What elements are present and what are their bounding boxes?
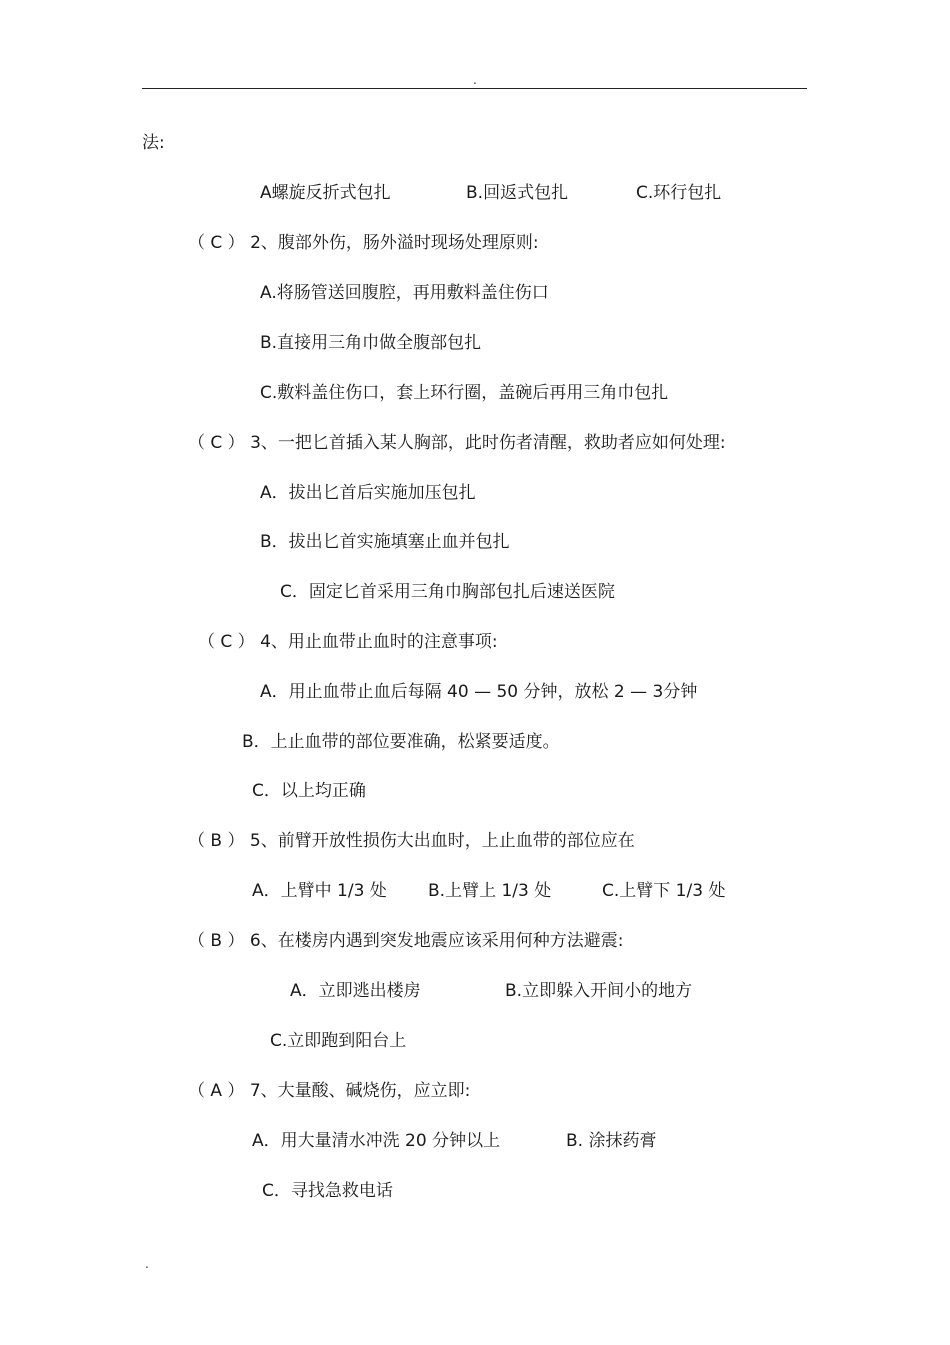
option-b: B.上臂上 1/3 处 <box>428 881 552 901</box>
question-5: （ B ） 5、前臂开放性损伤大出血时，上止血带的部位应在 <box>188 831 635 851</box>
footer-dot: . <box>145 1257 149 1271</box>
question-3: （ C ） 3、一把匕首插入某人胸部，此时伤者清醒，救助者应如何处理: <box>188 433 726 453</box>
header-dot: . <box>473 73 477 87</box>
option-b: B.立即躲入开间小的地方 <box>505 981 693 1001</box>
option-c: C．以上均正确 <box>252 781 366 801</box>
option-a: A.将肠管送回腹腔，再用敷料盖住伤口 <box>260 283 549 303</box>
option-a: A．用止血带止血后每隔 40 — 50 分钟，放松 2 — 3分钟 <box>260 682 698 702</box>
option-b: B.直接用三角巾做全腹部包扎 <box>260 333 482 353</box>
option-a: A．用大量清水冲洗 20 分钟以上 <box>252 1131 501 1151</box>
option-c: C.环行包扎 <box>636 183 722 203</box>
question-6: （ B ） 6、在楼房内遇到突发地震应该采用何种方法避震: <box>188 931 624 951</box>
question-2: （ C ） 2、腹部外伤，肠外溢时现场处理原则: <box>188 233 539 253</box>
option-b: B．拔出匕首实施填塞止血并包扎 <box>260 532 510 552</box>
question-7: （ A ） 7、大量酸、碱烧伤，应立即: <box>188 1081 471 1101</box>
option-c: C.上臂下 1/3 处 <box>602 881 726 901</box>
option-c: C.立即跑到阳台上 <box>270 1031 407 1051</box>
question-4: （ C ） 4、用止血带止血时的注意事项: <box>198 632 498 652</box>
option-b: B.回返式包扎 <box>466 183 569 203</box>
question-1-tail: 法: <box>142 133 165 153</box>
option-a: A螺旋反折式包扎 <box>260 183 391 203</box>
option-c: C．寻找急救电话 <box>262 1181 393 1201</box>
header-rule <box>142 88 807 89</box>
option-a: A．拔出匕首后实施加压包扎 <box>260 483 476 503</box>
option-a: A．立即逃出楼房 <box>290 981 421 1001</box>
option-b: B．上止血带的部位要准确，松紧要适度。 <box>242 732 560 752</box>
option-a: A．上臂中 1/3 处 <box>252 881 387 901</box>
option-c: C．固定匕首采用三角巾胸部包扎后速送医院 <box>280 582 615 602</box>
option-b: B. 涂抹药膏 <box>566 1131 657 1151</box>
option-c: C.敷料盖住伤口，套上环行圈，盖碗后再用三角巾包扎 <box>260 383 669 403</box>
